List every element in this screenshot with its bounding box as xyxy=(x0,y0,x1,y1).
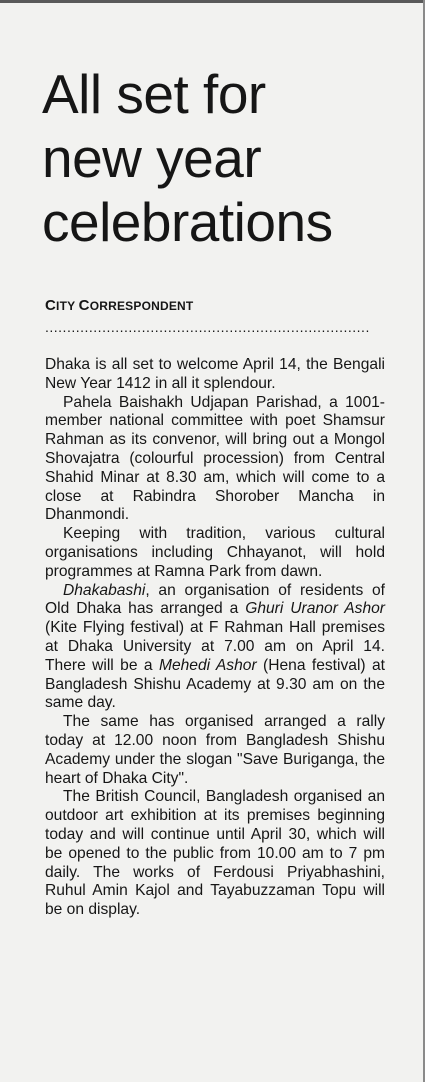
dhakabashi-italic: Dhakabashi xyxy=(63,581,146,599)
mehedi-ashor-italic: Mehedi Ashor xyxy=(158,656,257,674)
headline xyxy=(42,62,422,254)
byline xyxy=(45,297,193,314)
headline-line-3: celebrations xyxy=(42,191,333,253)
paragraph-4-text-2: (Kite Flying festival) at F Rahman Hall premises at Dhaka University at 7.00 am on April 14. There will be a xyxy=(45,619,385,674)
headline-line-1: All set for xyxy=(42,63,266,125)
byline-rest-1: ITY xyxy=(56,299,79,313)
top-rule xyxy=(0,0,425,3)
dotted-separator: .......................................................................... xyxy=(45,319,370,335)
paragraph-6: The British Council, Bangladesh organised an outdoor art exhibition at its premises beginning today and will continue until April 30, which will be opened to the public from 10.00 am to 7 pm daily. The works of Ferdousi Priyabhashini, Ruhul Amin Kajol and Tayabuzzaman Topu will be on display. xyxy=(45,788,385,919)
paragraph-3: Keeping with tradition, various cultural organisations including Chhayanot, will hold programmes at Ramna Park from dawn. xyxy=(45,525,385,580)
paragraph-4-text-3: (Hena festival) at Bangladesh Shishu Academy at 9.30 am on the same day. xyxy=(45,656,385,712)
byline-rest-2: ORRESPONDENT xyxy=(89,299,194,313)
paragraph-4-text-1: , an organisation of residents of Old Dhaka has arranged a xyxy=(45,581,385,618)
paragraph-2: Pahela Baishakh Udjapan Parishad, a 1001-member national committee with poet Shamsur Rahman as its convenor, will bring out a Mongol Shovajatra (colourful procession) from Central Shahid Minar at 8.30 am, which will come to a close at Rabindra Shorober Mancha in Dhanmondi. xyxy=(45,393,385,524)
ghuri-uranor-ashor-italic: Ghuri Uranor Ashor xyxy=(245,600,385,618)
article-body xyxy=(45,356,385,920)
paragraph-4 xyxy=(45,582,385,714)
paragraph-1: Dhaka is all set to welcome April 14, the Bengali New Year 1412 in all it splendour. xyxy=(45,356,385,392)
paragraph-5: The same has organised arranged a rally today at 12.00 noon from Bangladesh Shishu Academy under the slogan "Save Buriganga, the heart of Dhaka City". xyxy=(45,713,385,787)
byline-initial-2: C xyxy=(78,297,90,314)
headline-line-2: new year xyxy=(42,127,262,189)
byline-initial-1: C xyxy=(45,297,57,314)
